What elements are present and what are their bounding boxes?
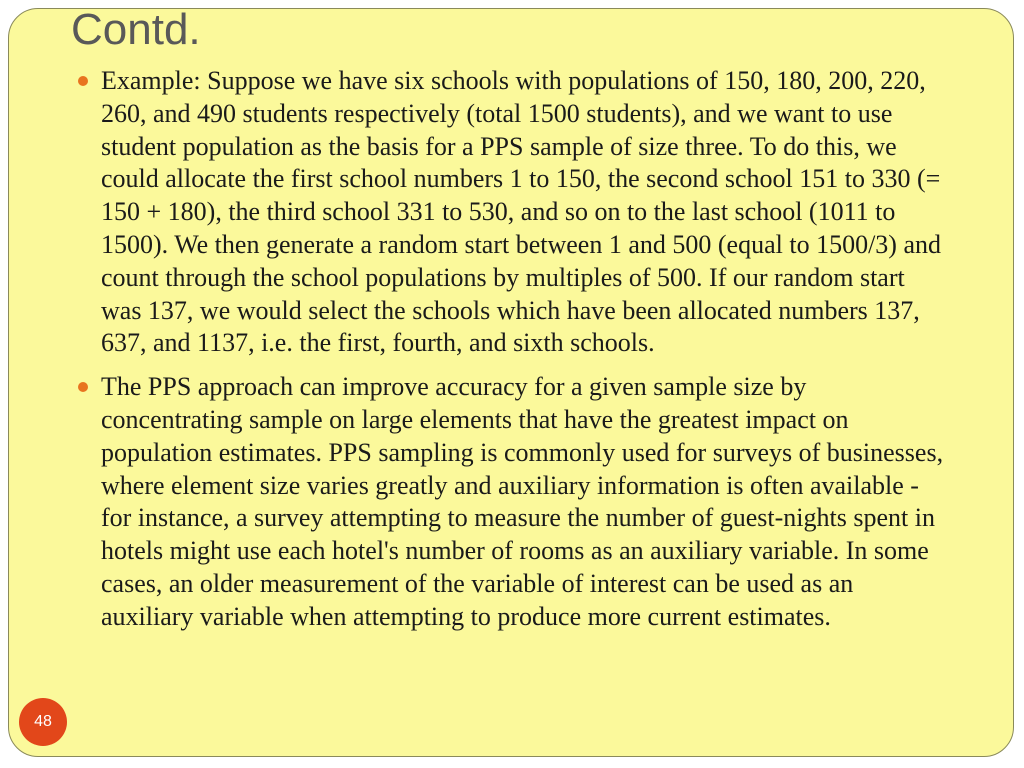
bullet-item-example: [101, 65, 951, 360]
bullet-text: Example: Suppose we have six schools with populations of 150, 180, 200, 220, 260, and 490 students respectively (total 1500 students), and we want to use student population as the basis for a PPS sample of size three. To do this, we could allocate the first school numbers 1 to 150, the second school 151 to 330 (= 150 + 180), the third school 331 to 530, and so on to the last school (1011 to 1500). We then generate a random start between 1 and 500 (equal to 1500/3) and count through the school populations by multiples of 500. If our random start was 137, we would select the schools which have been allocated numbers 137, 637, and 1137, i.e. the first, fourth, and sixth schools.: [101, 66, 941, 358]
slide: [8, 8, 1014, 757]
bullet-text: The PPS approach can improve accuracy for a given sample size by concentrating sample on large elements that have the greatest impact on population estimates. PPS sampling is commonly used for surveys of businesses, where element size varies greatly and auxiliary information is often available - for instance, a survey attempting to measure the number of guest-nights spent in hotels might use each hotel's number of rooms as an auxiliary variable. In some cases, an older measurement of the variable of interest can be used as an auxiliary variable when attempting to produce more current estimates.: [101, 372, 944, 631]
slide-title: Contd.: [71, 8, 201, 54]
bullet-item-pps-approach: [101, 371, 951, 633]
bullet-dot-icon: [78, 382, 88, 392]
bullet-dot-icon: [78, 76, 88, 86]
page-number-badge: 48: [19, 698, 67, 746]
bullet-list: [101, 65, 951, 645]
